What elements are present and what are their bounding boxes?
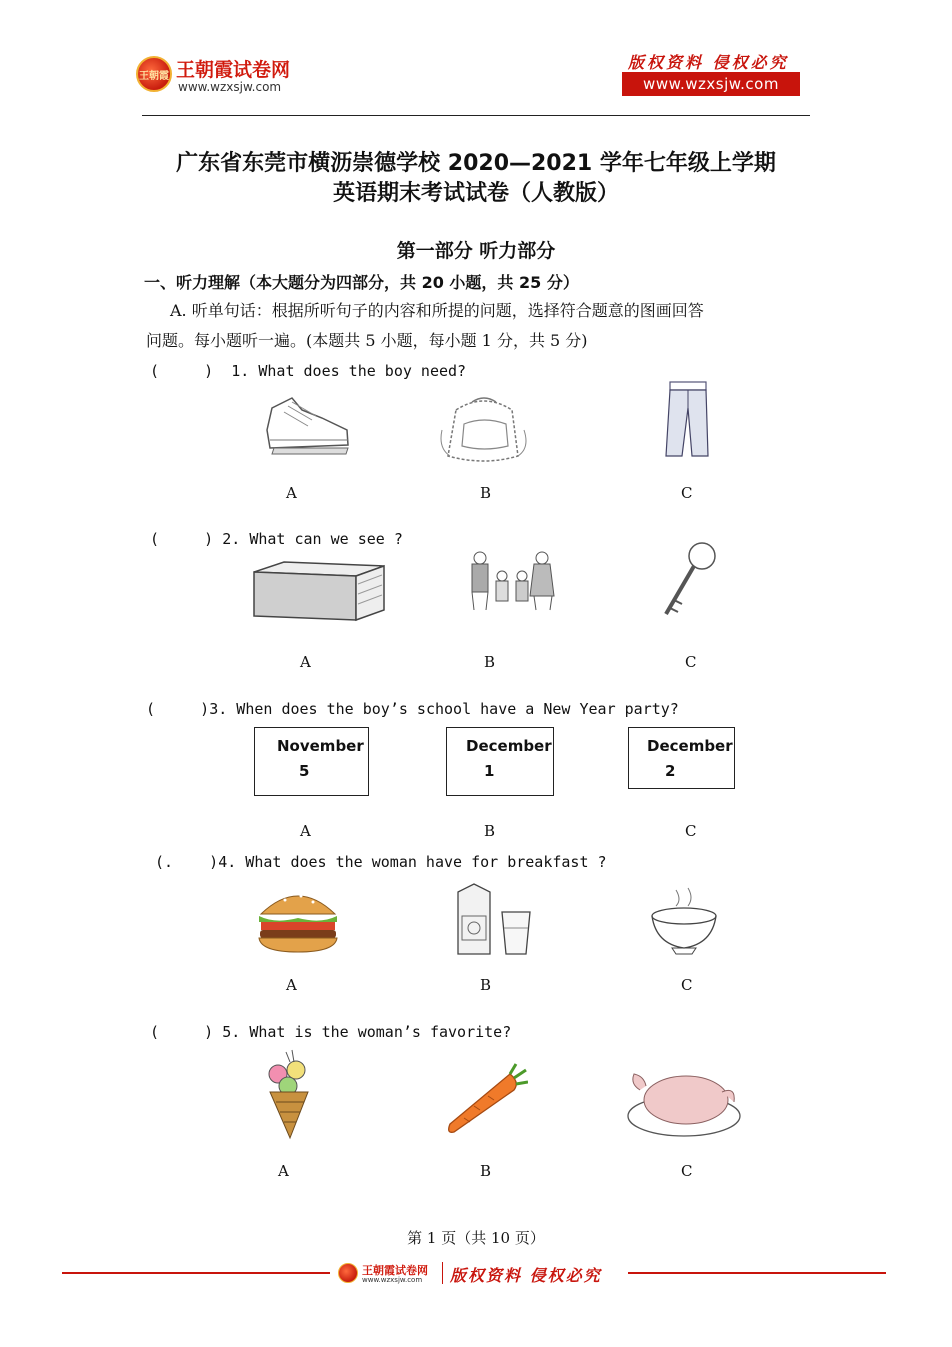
q1-option-b: B (480, 484, 492, 502)
q2-option-b: B (484, 653, 496, 671)
footer-rule-right (628, 1272, 886, 1274)
q1-option-a: A (286, 484, 297, 502)
question-1: ( ) 1. What does the boy need? (150, 362, 467, 380)
q4-option-b: B (480, 976, 492, 994)
instruction-line2: 问题。每小题听一遍。(本题共 5 小题，每小题 1 分，共 5 分) (146, 331, 588, 350)
footer-logo-url: www.wzxsjw.com (362, 1276, 423, 1284)
section-heading: 一、听力理解（本大题分为四部分，共 20 小题，共 25 分） (144, 273, 579, 292)
hamburger-picture (255, 884, 341, 956)
carrot-picture (444, 1062, 528, 1136)
q5-option-c: C (681, 1162, 693, 1180)
date-month: December (647, 737, 733, 755)
question-4: (. )4. What does the woman have for breakfast ? (155, 853, 607, 871)
q4-option-c: C (681, 976, 693, 994)
footer-logo-name: 王朝霞试卷网 (362, 1264, 428, 1277)
q3-option-a: A (300, 822, 311, 840)
site-logo-url: www.wzxsjw.com (178, 80, 282, 94)
copyright-slogan: 版权资料 侵权必究 (628, 53, 789, 72)
question-5: ( ) 5. What is the woman’s favorite? (150, 1023, 512, 1041)
sneakers-picture (262, 390, 352, 460)
q1-option-c: C (681, 484, 693, 502)
backpack-picture (436, 390, 531, 466)
book-picture (244, 558, 392, 628)
date-day: 1 (484, 762, 495, 780)
page-number: 第 1 页（共 10 页） (407, 1229, 545, 1247)
question-3: ( )3. When does the boy’s school have a New Year party? (146, 700, 679, 718)
footer-slogan: 版权资料 侵权必究 (450, 1266, 602, 1285)
q2-option-c: C (685, 653, 697, 671)
chicken-picture (622, 1062, 744, 1142)
footer-separator (442, 1262, 443, 1284)
part-title: 第一部分 听力部分 (396, 240, 556, 262)
date-box-december-2 (628, 727, 735, 789)
date-day: 2 (665, 762, 676, 780)
date-box-december-1 (446, 727, 554, 796)
header-divider (142, 115, 810, 116)
key-picture (656, 538, 722, 624)
q3-option-c: C (685, 822, 697, 840)
date-day: 5 (299, 762, 310, 780)
family-picture (462, 546, 562, 616)
q3-option-b: B (484, 822, 496, 840)
site-logo-name: 王朝霞试卷网 (176, 59, 291, 81)
q5-option-b: B (480, 1162, 492, 1180)
date-month: November (277, 737, 364, 755)
ice-cream-picture (264, 1048, 314, 1140)
site-logo-badge: 王朝霞 (136, 56, 172, 92)
q4-option-a: A (286, 976, 297, 994)
footer-logo-badge (338, 1263, 358, 1283)
date-month: December (466, 737, 552, 755)
q2-option-a: A (300, 653, 311, 671)
q5-option-a: A (278, 1162, 289, 1180)
exam-title-line2: 英语期末考试试卷（人教版） (332, 181, 619, 206)
exam-title-line1: 广东省东莞市横沥崇德学校 2020—2021 学年七年级上学期 (176, 151, 776, 176)
question-2: ( ) 2. What can we see ? (150, 530, 403, 548)
milk-picture (452, 882, 536, 958)
date-box-november-5 (254, 727, 369, 796)
site-url-banner: www.wzxsjw.com (622, 72, 800, 96)
instruction-line1: A. 听单句话：根据所听句子的内容和所提的问题，选择符合题意的图画回答 (170, 301, 704, 320)
porridge-picture (646, 886, 722, 956)
trousers-picture (664, 380, 714, 460)
footer-rule-left (62, 1272, 330, 1274)
